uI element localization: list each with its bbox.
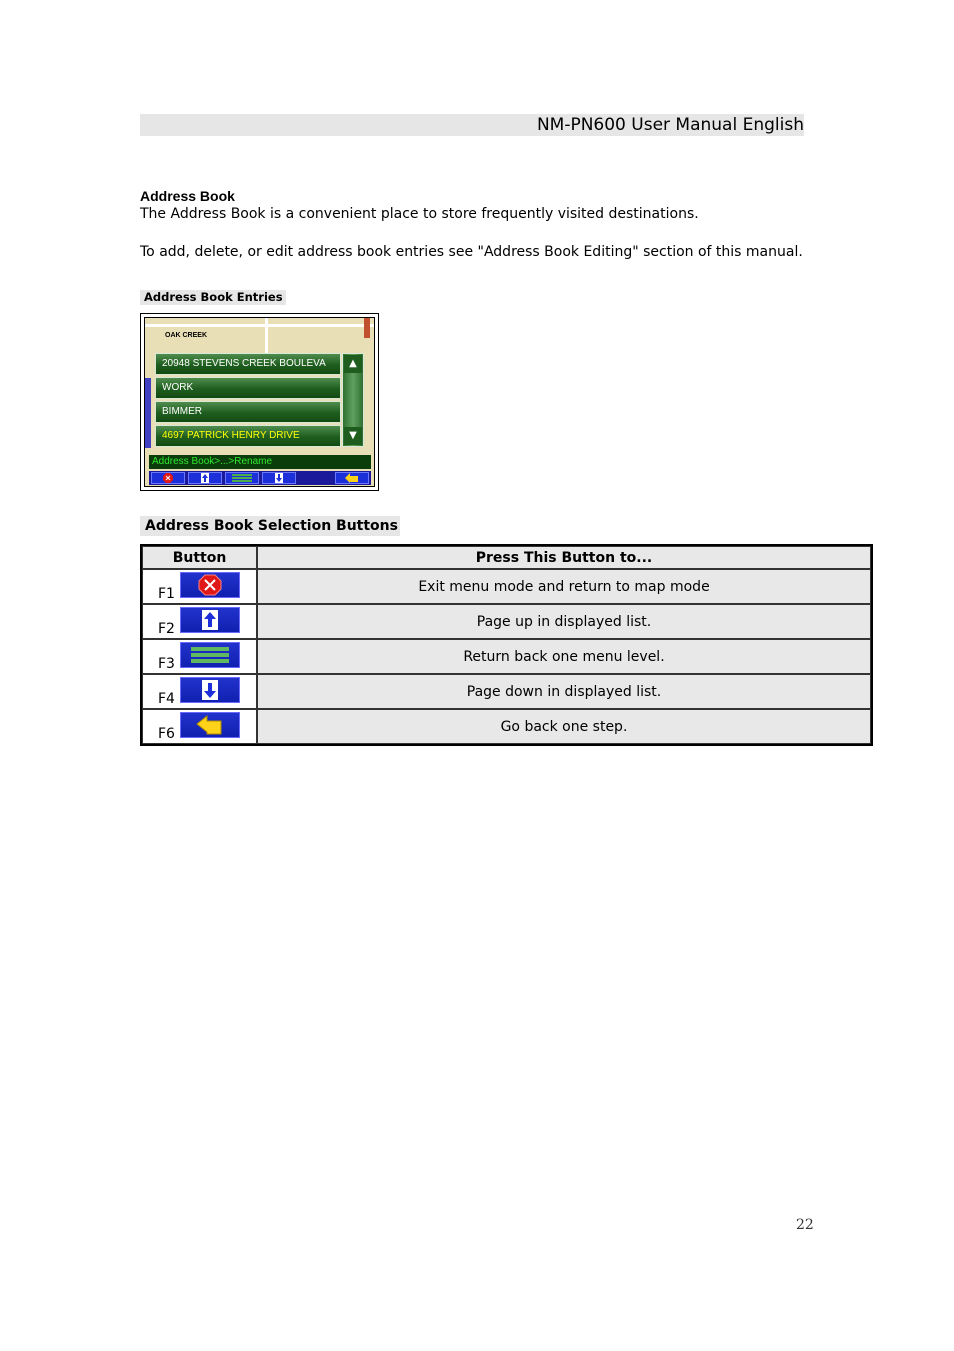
editing-note-paragraph: To add, delete, or edit address book entries see "Address Book Editing" section of this manual. [140,244,803,260]
selection-buttons-table [140,544,873,746]
page-up-icon [180,607,240,633]
softkey-toolbar [149,471,371,485]
table-row [142,604,871,639]
action-description: Go back one step. [257,709,871,744]
page-down-icon[interactable] [262,472,296,484]
menu-icon [180,642,240,668]
figure-caption: Address Book Entries [140,290,286,305]
column-header-button: Button [142,546,257,569]
map-road [265,318,268,358]
address-list [155,353,341,449]
function-key-label: F2 [158,621,175,637]
action-description: Return back one menu level. [257,639,871,674]
function-key-label: F1 [158,586,175,602]
map-highway [364,318,370,338]
table-caption: Address Book Selection Buttons [140,516,400,536]
back-arrow-icon[interactable] [335,472,369,484]
section-title: Address Book [140,188,235,204]
button-cell [142,709,257,744]
button-cell [142,604,257,639]
function-key-label: F3 [158,656,175,672]
list-item-selected[interactable]: 4697 PATRICK HENRY DRIVE [155,425,341,447]
button-cell [142,569,257,604]
page-number: 22 [796,1217,814,1233]
button-cell [142,674,257,709]
device-screen [144,317,375,487]
intro-paragraph: The Address Book is a convenient place to store frequently visited destinations. [140,206,699,222]
list-item[interactable]: BIMMER [155,401,341,423]
stop-icon [180,572,240,598]
page-down-icon [180,677,240,703]
list-item[interactable]: 20948 STEVENS CREEK BOULEVA [155,353,341,375]
stop-icon[interactable] [151,472,185,484]
list-scrollbar[interactable] [342,353,364,447]
menu-icon[interactable] [225,472,259,484]
map-road [145,324,374,327]
back-arrow-icon [180,712,240,738]
table-row [142,709,871,744]
column-header-action: Press This Button to... [257,546,871,569]
button-cell [142,639,257,674]
manual-title: NM-PN600 User Manual English [536,115,804,135]
action-description: Exit menu mode and return to map mode [257,569,871,604]
map-water [145,378,151,448]
device-screenshot [140,313,379,491]
status-breadcrumb: Address Book>...>Rename [149,455,371,469]
list-item[interactable]: WORK [155,377,341,399]
action-description: Page up in displayed list. [257,604,871,639]
scroll-up-icon[interactable]: ▲ [344,355,362,373]
table-row [142,639,871,674]
action-description: Page down in displayed list. [257,674,871,709]
table-row [142,674,871,709]
table-row [142,569,871,604]
function-key-label: F4 [158,691,175,707]
header-bar [140,114,804,136]
table-header-row [142,546,871,569]
function-key-label: F6 [158,726,175,742]
map-label: OAK CREEK [165,332,208,339]
page-up-icon[interactable] [188,472,222,484]
scroll-down-icon[interactable]: ▼ [344,427,362,445]
